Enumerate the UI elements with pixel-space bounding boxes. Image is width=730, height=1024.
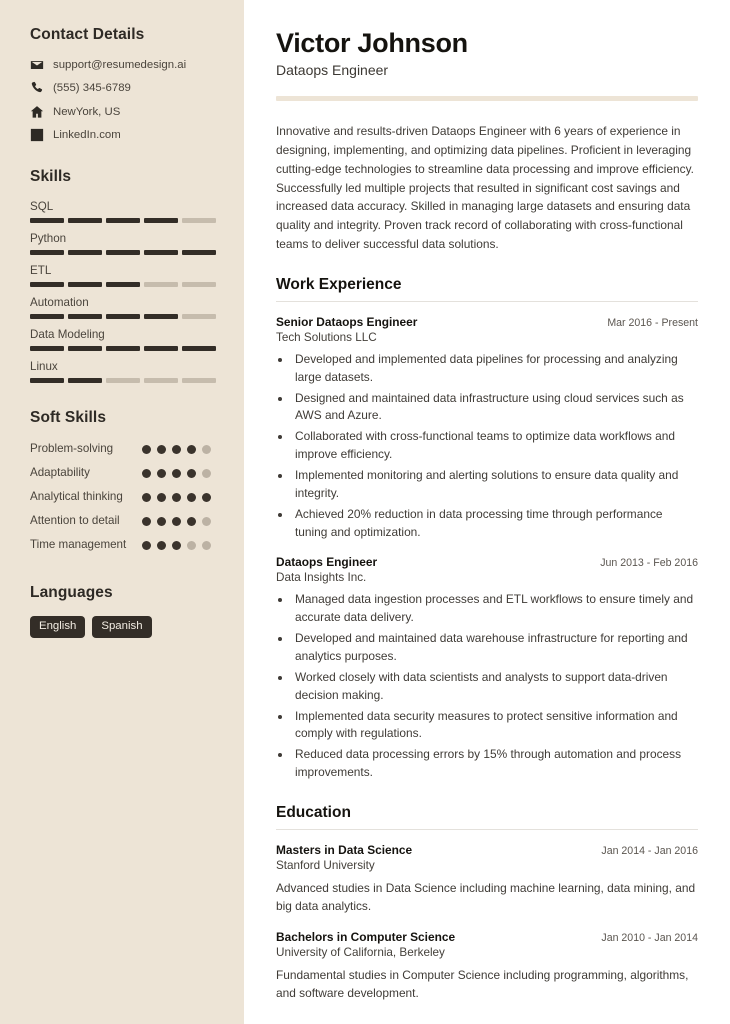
soft-skill-item bbox=[30, 537, 216, 558]
soft-skill-dot bbox=[142, 493, 151, 502]
education-entry-date: Jan 2014 - Jan 2016 bbox=[601, 845, 698, 857]
skill-segment bbox=[182, 314, 216, 319]
contact-row[interactable] bbox=[30, 58, 216, 72]
soft-skill-dot bbox=[202, 517, 211, 526]
soft-skill-dot bbox=[157, 541, 166, 550]
contact-text: support@resumedesign.ai bbox=[53, 59, 187, 71]
skill-segment bbox=[106, 314, 140, 319]
soft-skill-dot bbox=[187, 517, 196, 526]
soft-skills-heading: Soft Skills bbox=[30, 409, 107, 426]
skill-segment bbox=[144, 378, 178, 383]
soft-skill-level-dots bbox=[142, 513, 216, 526]
skill-level-bar bbox=[30, 378, 216, 383]
skill-level-bar bbox=[30, 282, 216, 287]
skill-segment bbox=[68, 282, 102, 287]
sidebar bbox=[0, 0, 244, 1024]
skill-label: SQL bbox=[30, 200, 54, 213]
skill-segment bbox=[144, 218, 178, 223]
contact-row[interactable] bbox=[30, 105, 216, 119]
soft-skill-dot bbox=[187, 541, 196, 550]
envelope-icon bbox=[30, 58, 44, 72]
contact-row[interactable] bbox=[30, 81, 216, 95]
skill-segment bbox=[182, 218, 216, 223]
skill-level-bar bbox=[30, 250, 216, 255]
soft-skill-dot bbox=[172, 445, 181, 454]
work-entry-title: Dataops Engineer bbox=[276, 555, 378, 570]
education-entry-header bbox=[276, 843, 698, 857]
work-bullet-list bbox=[292, 591, 698, 782]
skill-segment bbox=[68, 314, 102, 319]
languages-heading: Languages bbox=[30, 584, 113, 601]
work-experience-list bbox=[276, 315, 698, 782]
soft-skill-level-dots bbox=[142, 441, 216, 454]
contact-text: (555) 345-6789 bbox=[53, 82, 131, 95]
soft-skill-dot bbox=[202, 469, 211, 478]
home-icon bbox=[30, 105, 44, 119]
soft-skill-dot bbox=[187, 445, 196, 454]
section-rule bbox=[276, 301, 698, 302]
work-experience-heading: Work Experience bbox=[276, 275, 402, 293]
work-bullet: • Reduced data processing errors by 15% through automation and process improvements. bbox=[292, 746, 698, 782]
skill-item bbox=[30, 296, 216, 319]
skills-list bbox=[30, 200, 216, 383]
education-entry-title: Bachelors in Computer Science bbox=[276, 929, 456, 944]
soft-skill-item bbox=[30, 489, 216, 510]
skill-segment bbox=[182, 378, 216, 383]
skill-segment bbox=[30, 250, 64, 255]
skill-label: Automation bbox=[30, 296, 89, 309]
soft-skill-label: Attention to detail bbox=[30, 514, 120, 527]
skill-segment bbox=[144, 346, 178, 351]
skill-segment bbox=[144, 250, 178, 255]
skill-segment bbox=[144, 282, 178, 287]
skill-item bbox=[30, 360, 216, 383]
soft-skill-dot bbox=[157, 469, 166, 478]
contact-row[interactable] bbox=[30, 128, 216, 142]
soft-skill-dot bbox=[172, 541, 181, 550]
education-entry-org: Stanford University bbox=[276, 859, 375, 872]
work-bullet: • Achieved 20% reduction in data processing time through performance tuning and optimization. bbox=[292, 506, 698, 542]
work-entry-title: Senior Dataops Engineer bbox=[276, 314, 418, 329]
soft-skill-dot bbox=[142, 541, 151, 550]
skill-level-bar bbox=[30, 218, 216, 223]
skill-label: ETL bbox=[30, 264, 52, 277]
soft-skill-level-dots bbox=[142, 537, 216, 550]
skill-segment bbox=[106, 250, 140, 255]
work-bullet: • Developed and maintained data warehouse infrastructure for reporting and analytics purposes. bbox=[292, 630, 698, 666]
skill-segment bbox=[68, 346, 102, 351]
skill-segment bbox=[68, 378, 102, 383]
language-tag[interactable]: Spanish bbox=[92, 616, 151, 638]
education-entry bbox=[276, 843, 698, 916]
work-entry-date: Jun 2013 - Feb 2016 bbox=[600, 557, 698, 570]
education-entry bbox=[276, 930, 698, 1003]
skill-segment bbox=[30, 314, 64, 319]
soft-skill-dot bbox=[202, 493, 211, 502]
skill-segment bbox=[106, 346, 140, 351]
skill-segment bbox=[182, 346, 216, 351]
work-entry-org: Data Insights Inc. bbox=[276, 571, 367, 585]
skill-item bbox=[30, 232, 216, 255]
education-list bbox=[276, 843, 698, 1003]
contact-text: LinkedIn.com bbox=[53, 128, 121, 141]
skill-item bbox=[30, 328, 216, 351]
work-bullet: • Designed and maintained data infrastructure using cloud services such as AWS and Azure. bbox=[292, 390, 698, 426]
soft-skill-level-dots bbox=[142, 489, 216, 502]
soft-skill-dot bbox=[172, 469, 181, 478]
education-entry-description: Advanced studies in Data Science including machine learning, data mining, and big data analytics. bbox=[276, 881, 696, 914]
work-entry-header bbox=[276, 315, 698, 329]
soft-skill-label: Analytical thinking bbox=[30, 490, 123, 503]
main-content bbox=[244, 0, 730, 1024]
work-bullet: • Developed and implemented data pipelines for processing and analyzing large datasets. bbox=[292, 351, 698, 387]
language-tag[interactable]: English bbox=[30, 616, 85, 638]
soft-skill-dot bbox=[187, 493, 196, 502]
work-entry-org: Tech Solutions LLC bbox=[276, 330, 377, 344]
summary-text: Innovative and results-driven Dataops Engineer with 6 years of experience in designing, implementing, and optimizing data pipelines. Proficient in leveraging cutting-edge technologies to streamline data processing and improve efficiency. Successfully led multiple projects that resulted in significant cost savings and increased data accuracy. Skilled in managing large datasets and ensuring data quality and integrity. Proven track record of collaborating with cross-functional teams to deliver successful data solutions. bbox=[276, 124, 694, 252]
education-entry-description: Fundamental studies in Computer Science including programming, algorithms, and software development. bbox=[276, 967, 689, 1001]
skill-segment bbox=[30, 282, 64, 287]
soft-skill-item bbox=[30, 465, 216, 486]
work-bullet: • Managed data ingestion processes and ETL workflows to ensure timely and accurate data delivery. bbox=[292, 591, 698, 627]
soft-skill-label: Problem-solving bbox=[30, 442, 114, 455]
soft-skill-dot bbox=[157, 517, 166, 526]
work-entry bbox=[276, 315, 698, 542]
skill-item bbox=[30, 200, 216, 223]
page-title: Victor Johnson bbox=[276, 28, 468, 58]
work-bullet-list bbox=[292, 351, 698, 542]
soft-skill-dot bbox=[202, 541, 211, 550]
soft-skill-label: Adaptability bbox=[30, 466, 90, 479]
skill-segment bbox=[68, 218, 102, 223]
work-bullet: • Collaborated with cross-functional teams to optimize data workflows and improve efficiency. bbox=[292, 428, 698, 464]
education-entry-date: Jan 2010 - Jan 2014 bbox=[601, 931, 698, 944]
soft-skill-label: Time management bbox=[30, 538, 127, 551]
work-entry-date: Mar 2016 - Present bbox=[607, 316, 698, 329]
skills-heading: Skills bbox=[30, 168, 72, 185]
skill-segment bbox=[182, 250, 216, 255]
work-entry-header bbox=[276, 555, 698, 569]
education-entry-org: University of California, Berkeley bbox=[276, 945, 445, 959]
work-bullet: • Implemented data security measures to protect sensitive information and comply with regulations. bbox=[292, 708, 698, 744]
work-bullet: • Implemented monitoring and alerting solutions to ensure data quality and integrity. bbox=[292, 467, 698, 503]
soft-skill-dot bbox=[142, 517, 151, 526]
work-bullet: • Worked closely with data scientists and analysts to support data-driven decision making. bbox=[292, 669, 698, 705]
soft-skill-dot bbox=[142, 469, 151, 478]
soft-skill-dot bbox=[172, 517, 181, 526]
soft-skill-item bbox=[30, 441, 216, 462]
phone-icon bbox=[30, 81, 44, 95]
soft-skill-dot bbox=[157, 493, 166, 502]
contact-text: NewYork, US bbox=[53, 105, 121, 118]
skill-segment bbox=[30, 378, 64, 383]
skill-segment bbox=[106, 218, 140, 223]
soft-skills-list bbox=[30, 441, 216, 558]
education-entry-title: Masters in Data Science bbox=[276, 843, 413, 857]
skill-label: Data Modeling bbox=[30, 328, 105, 341]
skill-segment bbox=[106, 378, 140, 383]
skill-segment bbox=[106, 282, 140, 287]
skill-item bbox=[30, 264, 216, 287]
soft-skill-dot bbox=[172, 493, 181, 502]
languages-list bbox=[30, 616, 216, 638]
skill-segment bbox=[30, 346, 64, 351]
skill-label: Linux bbox=[30, 360, 58, 373]
linkedin-icon bbox=[30, 128, 44, 142]
soft-skill-dot bbox=[187, 469, 196, 478]
skill-level-bar bbox=[30, 346, 216, 351]
education-heading: Education bbox=[276, 804, 351, 821]
accent-divider bbox=[276, 96, 698, 101]
job-role: Dataops Engineer bbox=[276, 62, 389, 79]
soft-skill-dot bbox=[142, 445, 151, 454]
soft-skill-level-dots bbox=[142, 465, 216, 478]
section-rule bbox=[276, 829, 698, 830]
skill-label: Python bbox=[30, 232, 67, 245]
skill-level-bar bbox=[30, 314, 216, 319]
contact-list bbox=[30, 58, 216, 142]
soft-skill-dot bbox=[202, 445, 211, 454]
skill-segment bbox=[182, 282, 216, 287]
work-entry bbox=[276, 555, 698, 782]
contact-details-heading: Contact Details bbox=[30, 26, 145, 43]
skill-segment bbox=[68, 250, 102, 255]
education-entry-header bbox=[276, 930, 698, 944]
skill-segment bbox=[30, 218, 64, 223]
skill-segment bbox=[144, 314, 178, 319]
soft-skill-item bbox=[30, 513, 216, 534]
soft-skill-dot bbox=[157, 445, 166, 454]
